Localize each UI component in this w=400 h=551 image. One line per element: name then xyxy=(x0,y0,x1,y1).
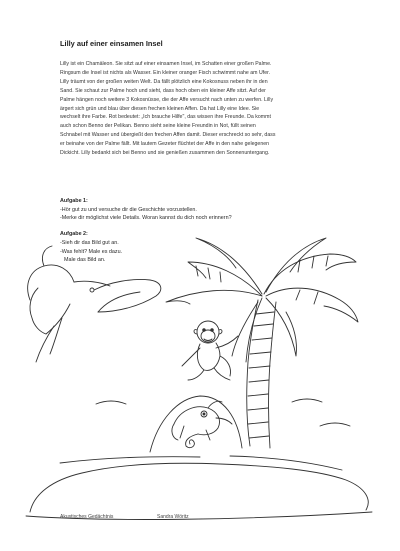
sand-mound xyxy=(150,396,242,452)
footer-left: Akustisches Gedächtnis xyxy=(60,514,114,520)
palm-frond xyxy=(166,290,262,304)
waves xyxy=(96,399,350,426)
palm-frond xyxy=(266,298,297,356)
story-line: Schnabel mit Wasser und übergießt den frechen Affen damit. Dieser erschreckt so sehr, dass xyxy=(60,132,276,139)
story-line: Ringsum die Insel ist nichts als Wasser. Ein kleiner oranger Fisch schwimmt nahe am Ufer. xyxy=(60,69,271,76)
chameleon xyxy=(172,401,232,447)
task-1-line: -Merke dir möglichst viele Details. Woran kannst du dich noch erinnern? xyxy=(60,215,232,222)
palm-frond xyxy=(196,238,262,294)
monkey xyxy=(182,321,238,380)
task-1-line: -Hör gut zu und versuche dir die Geschichte vorzustellen. xyxy=(60,206,197,213)
palm-frond xyxy=(266,238,326,292)
island-outline xyxy=(30,463,368,512)
footer-right: Sandra Wöritz xyxy=(157,514,189,520)
story-line: Lilly ist ein Chamäleon. Sie sitzt auf einer einsamen Insel, im Schatten einer großen Palme. xyxy=(60,61,272,67)
story-line: Palme hängen noch weitere 3 Kokosnüsse, die der Affe versucht nach unten zu werfen. Lilly xyxy=(60,96,274,103)
palm-frond xyxy=(266,288,358,322)
palm-frond xyxy=(232,298,262,362)
task-2-heading: Aufgabe 2: xyxy=(60,231,88,237)
task-2-line: Male das Bild an. xyxy=(64,257,106,264)
pelican xyxy=(28,246,161,362)
task-2-line: -Was fehlt? Male es dazu. xyxy=(60,248,123,255)
story-line: wechselt ihre Farbe. Rot bedeutet: „Ich brauche Hilfe", das wissen ihre Freunde. Da kommt xyxy=(60,114,271,121)
story-line: er beinahe von der Palme fällt. Mit lautem Gezeter flüchtet der Affe in den nahe gelegenen xyxy=(60,141,270,148)
story-line: ärgert sich grün und blau über diesen frechen kleinen Affen. Da hat Lilly eine Idee. Sie xyxy=(60,105,260,112)
story-line: auch schon Benno der Pelikan. Benno sieht seine kleine Freundin in Not, füllt seinen xyxy=(60,123,256,130)
story-line: Dickicht. Lilly bedankt sich bei Benno und sie genießen zusammen den Sonnenuntergang. xyxy=(60,150,270,157)
story-line: Sand. Sie schaut zur Palme hoch und sieht, dass hoch oben ein kleiner Affe sitzt. Auf der xyxy=(60,87,266,94)
story-line: Lilly träumt von der großen weiten Welt. Da fällt plötzlich eine Kokosnuss neben ihr in den xyxy=(60,78,268,85)
task-1-heading: Aufgabe 1: xyxy=(60,198,88,204)
task-2-line: -Sieh dir das Bild gut an. xyxy=(60,239,119,246)
page-title: Lilly auf einer einsamen Insel xyxy=(60,39,163,48)
palm-frond xyxy=(188,262,262,296)
